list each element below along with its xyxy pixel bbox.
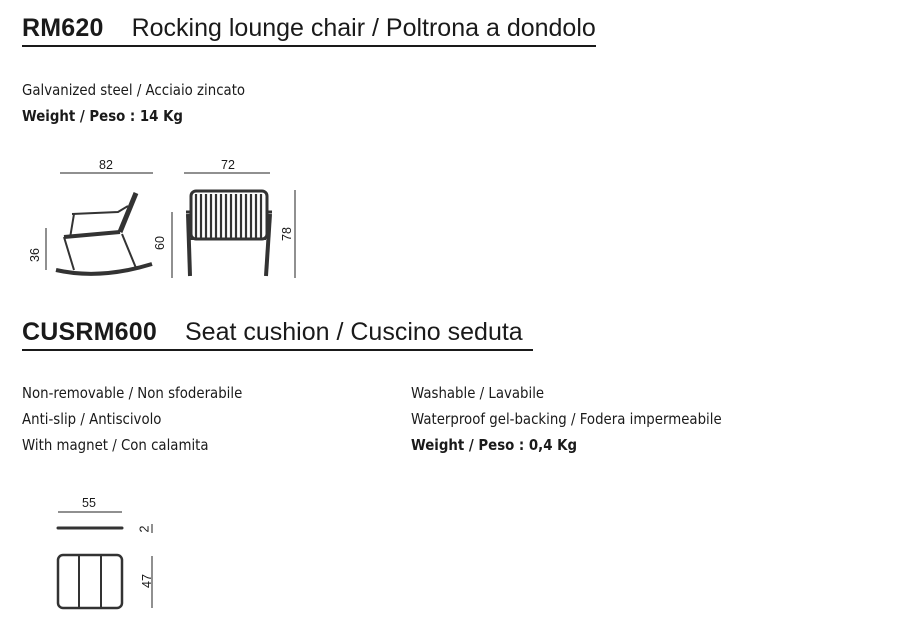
product-code: CUSRM600 — [22, 318, 157, 346]
dim-side-width: 82 — [99, 158, 113, 172]
weight-text: Weight / Peso : 0,4 Kg — [411, 436, 578, 454]
dim-cushion-depth: 47 — [139, 574, 154, 588]
dim-cushion-width: 55 — [82, 496, 96, 510]
weight-text: Weight / Peso : 14 Kg — [22, 107, 183, 125]
dim-arm-height: 60 — [152, 236, 167, 250]
feature-text: Non-removable / Non sfoderabile — [22, 384, 243, 402]
product-name: Rocking lounge chair / Poltrona a dondolo — [131, 14, 596, 42]
dim-seat-height: 36 — [27, 248, 42, 262]
dim-total-height: 78 — [279, 227, 294, 241]
feature-text: With magnet / Con calamita — [22, 436, 209, 454]
product-name: Seat cushion / Cuscino seduta — [184, 318, 523, 346]
dim-cushion-thickness: 2 — [137, 525, 152, 533]
material-text: Galvanized steel / Acciaio zincato — [22, 81, 246, 99]
feature-text: Waterproof gel-backing / Fodera impermeabile — [411, 410, 722, 428]
product-code: RM620 — [22, 14, 104, 42]
dim-front-width: 72 — [221, 158, 235, 172]
feature-text: Anti-slip / Antiscivolo — [22, 410, 162, 428]
feature-text: Washable / Lavabile — [411, 384, 545, 402]
